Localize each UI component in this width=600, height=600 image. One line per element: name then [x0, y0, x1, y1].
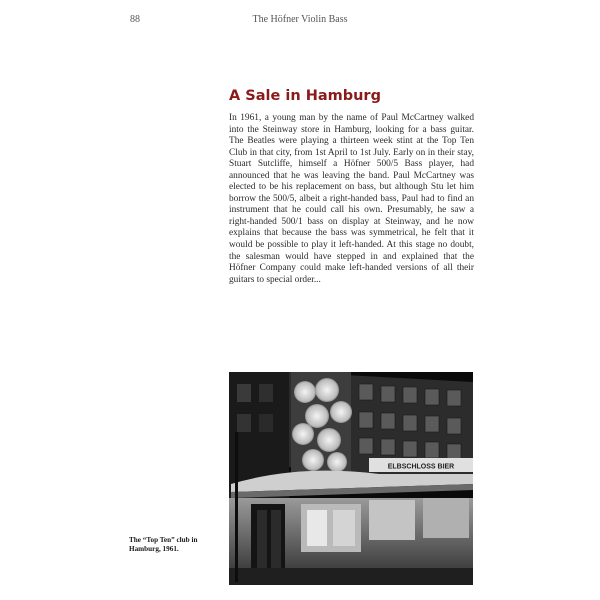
page-number: 88	[130, 14, 140, 25]
top-ten-club-photo	[229, 372, 473, 585]
body-paragraph: In 1961, a young man by the name of Paul McCartney walked into the Steinway store in Hamburg, looking for a bass guitar. The Beatles were playing a thirteen week stint at the Top Ten Club in that city, from 1st April to 1st July. Early on in their stay, Stuart Sutcliffe, himself a Höfner 500/5 Bass player, had announced that he was leaving the band. Paul McCartney was elected to be his replacement on bass, but although Stu let him borrow the 500/5, albeit a right-handed bass, Paul had to find an instrument that he could call his own. Presumably, he saw a right-handed 500/1 bass on display at Steinway, and he now explains that because the bass was symmetrical, he felt that it would be possible to play it left-handed. At this stage no doubt, the salesman would have stepped in and explained that the Höfner Company could make left-handed versions of all their guitars to special order...	[229, 113, 474, 285]
lamppost	[235, 432, 238, 582]
pavement	[229, 568, 473, 585]
section-title: A Sale in Hamburg	[229, 88, 381, 104]
running-header: The Höfner Violin Bass	[252, 14, 348, 25]
elbschloss-sign-text: ELBSCHLOSS BIER	[387, 463, 455, 471]
photo-caption: The “Top Ten” club in Hamburg, 1961.	[129, 536, 198, 553]
display-window	[369, 500, 415, 540]
display-window	[423, 498, 469, 538]
